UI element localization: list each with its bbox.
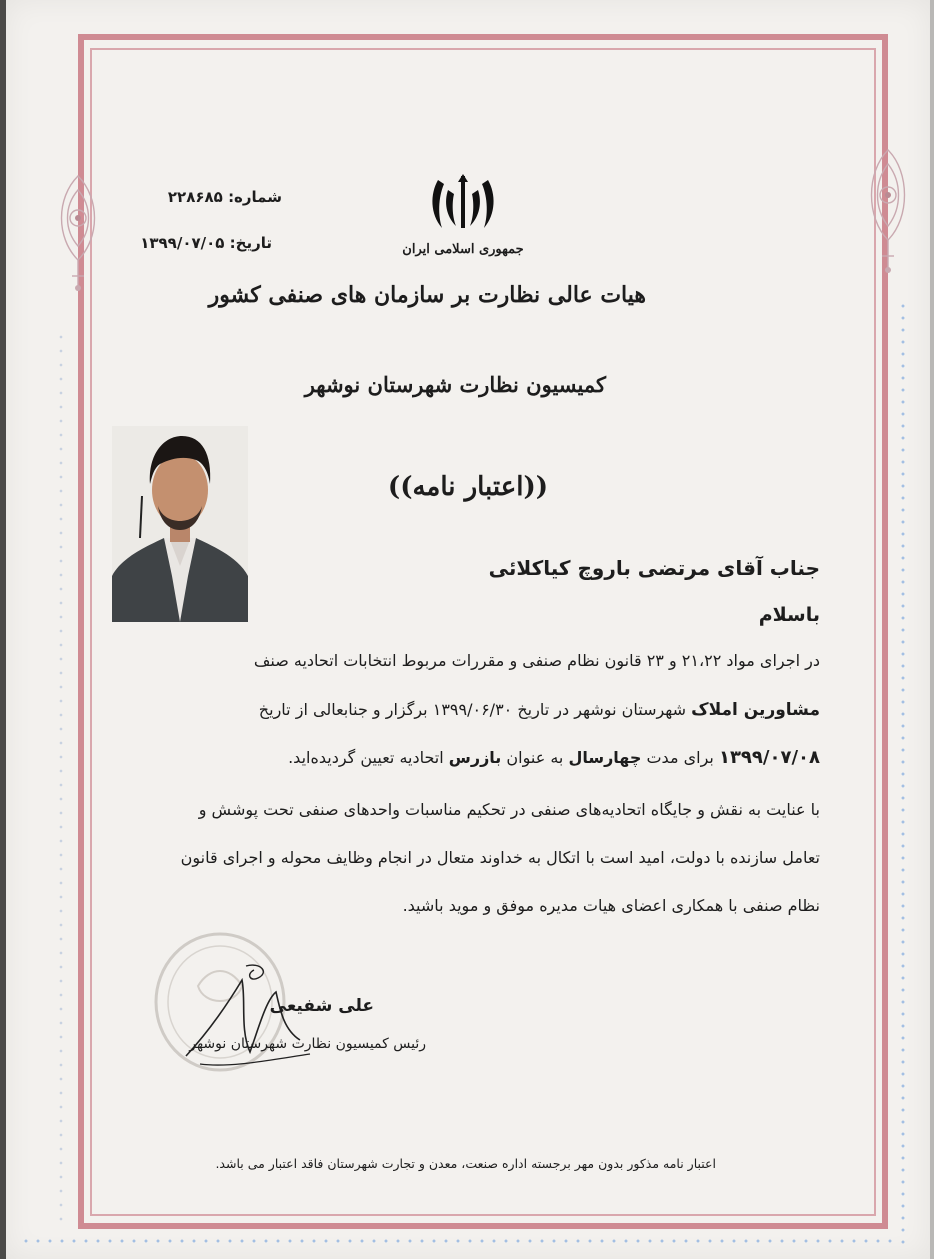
date-label: تاریخ: <box>229 234 272 252</box>
body-line-3-b: به عنوان <box>506 748 564 767</box>
recipient-name: جناب آقای مرتضی باروچ کیاکلائی <box>488 556 820 580</box>
body-line-5: تعامل سازنده با دولت، امید است با اتکال به خداوند متعال در انجام وظایف محوله و اجرای قانون <box>180 848 820 867</box>
body-line-4: با عنایت به نقش و جایگاه اتحادیه‌های صنفی در تحکیم مناسبات واحدهای صنفی تحت پوشش و <box>198 800 820 819</box>
right-ornament-icon <box>856 142 920 282</box>
body-line-3-c: اتحادیه تعیین گردیده‌اید. <box>288 748 444 767</box>
footer-note: اعتبار نامه مذکور بدون مهر برجسته اداره صنعت، معدن و تجارت شهرستان فاقد اعتبار می باشد. <box>215 1156 716 1171</box>
body-line-3-a: برای مدت <box>646 748 714 767</box>
left-dotted-edge <box>58 330 64 1230</box>
date-line <box>140 234 272 252</box>
body-line-2-text: شهرستان نوشهر در تاریخ ۱۳۹۹/۰۶/۳۰ برگزار و جنابعالی از تاریخ <box>258 700 687 719</box>
document-title: ((اعتبار نامه)) <box>387 472 549 502</box>
number-value: ۲۲۸۶۸۵ <box>167 188 223 206</box>
start-date: ۱۳۹۹/۰۷/۰۸ <box>718 747 820 768</box>
republic-label: جمهوری اسلامی ایران <box>402 242 524 257</box>
role-title: بازرس <box>448 748 502 767</box>
body-line-6: نظام صنفی با همکاری اعضای هیات مدیره موفق و موید باشید. <box>402 896 820 915</box>
date-value: ۱۳۹۹/۰۷/۰۵ <box>140 234 225 252</box>
left-ornament-icon <box>46 168 110 298</box>
body-line-2 <box>259 700 820 720</box>
body-line-3 <box>288 747 820 768</box>
org-title: هیات عالی نظارت بر سازمان های صنفی کشور <box>208 282 646 308</box>
bottom-dotted-edge <box>20 1238 900 1244</box>
right-dotted-edge <box>900 300 906 1250</box>
number-line <box>168 188 282 206</box>
body-line-1: در اجرای مواد ۲۱،۲۲ و ۲۳ قانون نظام صنفی و مقررات مربوط انتخابات اتحادیه صنف <box>253 651 820 670</box>
signer-title: رئیس کمیسیون نظارت شهرستان نوشهر <box>189 1036 426 1052</box>
number-label: شماره: <box>228 188 282 206</box>
signer-name: علی شفیعی <box>269 996 374 1016</box>
portrait-photo <box>112 426 248 622</box>
greeting: باسلام <box>758 604 820 626</box>
iran-emblem-icon <box>428 172 498 234</box>
term-duration: چهارسال <box>568 748 642 767</box>
guild-name: مشاورین املاک <box>691 700 820 720</box>
commission-title: کمیسیون نظارت شهرستان نوشهر <box>304 372 606 397</box>
